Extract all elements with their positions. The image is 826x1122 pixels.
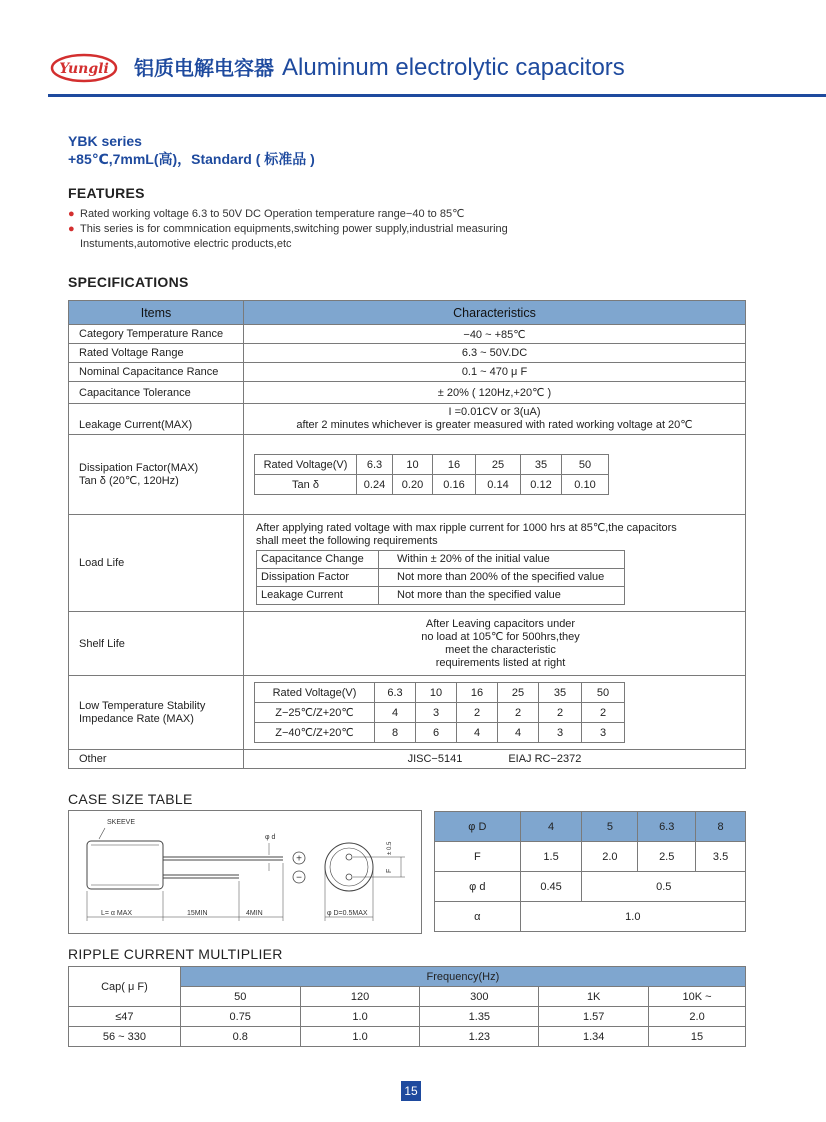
series-heading [68, 132, 315, 168]
table-row: Category Temperature Rance −40 ~ +85℃ [69, 325, 746, 344]
dissipation-table: Rated Voltage(V) 6.3 10 16 25 35 50 Tan δ 0.24 0.20 0.16 0.14 0.12 0.10 [254, 454, 609, 495]
series-name: YBK series [68, 133, 142, 149]
page-title-cn: 铝质电解电容器 [134, 56, 274, 80]
header-rule [48, 94, 826, 97]
min15-label: 15MIN [187, 910, 208, 917]
features-list [68, 207, 628, 252]
load-life-table: Capacitance Change Within ± 20% of the initial value Dissipation Factor Not more than 200% of the specified value Leakage Current Not more than the specified value [256, 550, 625, 605]
feature-item: ● Rated working voltage 6.3 to 50V DC Operation temperature range−40 to 85℃ [68, 208, 465, 220]
sleeve-label: SKEEVE [107, 819, 136, 826]
features-title: FEATURES [68, 185, 145, 201]
yungli-logo [50, 52, 118, 84]
table-row-low-temp: Low Temperature Stability Impedance Rate (MAX) Rated Voltage(V) 6.3 10 16 25 35 50 Z−25℃/Z+20℃ 4 3 2 2 2 2 Z−40℃/Z+20℃ 8 6 4 4 3 3 [69, 676, 746, 750]
feature-item: Instuments,automotive electric products,etc [80, 238, 292, 250]
table-row-other: Other JISC−5141 EIAJ RC−2372 [69, 750, 746, 769]
l-max-label: L= α MAX [101, 910, 133, 917]
table-row-shelf-life: Shelf Life After Leaving capacitors under no load at 105℃ for 500hrs,they meet the characteristic requirements listed at right [69, 612, 746, 676]
ripple-table: Cap( μ F) Frequency(Hz) 50 120 300 1K 10K ~ ≤47 0.75 1.0 1.35 1.57 2.0 56 ~ 330 0.8 1.0 1.23 1.34 15 [68, 966, 746, 1047]
bullet-icon: ● [68, 223, 75, 235]
capacitor-drawing [69, 811, 421, 933]
specifications-table [68, 300, 746, 769]
table-row: ≤47 0.75 1.0 1.35 1.57 2.0 [69, 1007, 746, 1027]
case-size-table: φ D 4 5 6.3 8 F 1.5 2.0 2.5 3.5 φ d 0.45 0.5 α 1.0 [434, 811, 746, 932]
spec-header-row [69, 301, 746, 325]
specifications-title: SPECIFICATIONS [68, 274, 189, 290]
svg-text:+: + [296, 853, 302, 865]
feature-item: ● This series is for commnication equipments,switching power supply,industrial measuring [68, 223, 508, 235]
page-header [48, 48, 826, 96]
min4-label: 4MIN [246, 910, 263, 917]
phi-d-label: φ d [265, 834, 276, 841]
table-row: Nominal Capacitance Rance 0.1 ~ 470 μ F [69, 363, 746, 382]
table-row: Leakage Current(MAX) I =0.01CV or 3(uA) after 2 minutes whichever is greater measured with rated working voltage at 20℃ [69, 404, 746, 435]
ripple-title: RIPPLE CURRENT MULTIPLIER [68, 946, 283, 962]
low-temp-table: Rated Voltage(V) 6.3 10 16 25 35 50 Z−25℃/Z+20℃ 4 3 2 2 2 2 Z−40℃/Z+20℃ 8 6 4 4 3 3 [254, 682, 625, 743]
case-size-diagram [68, 810, 422, 934]
col-characteristics: Characteristics [244, 301, 746, 325]
table-row-dissipation: Dissipation Factor(MAX) Tan δ (20℃, 120Hz) Rated Voltage(V) 6.3 10 16 25 35 50 Tan δ 0.24 0.20 0.16 0.14 0.12 0.10 [69, 435, 746, 515]
bullet-icon: ● [68, 208, 75, 220]
table-row-load-life: Load Life After applying rated voltage with max ripple current for 1000 hrs at 85℃,the capacitors shall meet the following requirements Capacitance Change Within ± 20% of the initial value Dissipation Factor Not more than 200% of the specified value Leakage Current Not more than the specified value [69, 515, 746, 612]
capacitor-top-view [325, 843, 373, 891]
table-row: 56 ~ 330 0.8 1.0 1.23 1.34 15 [69, 1027, 746, 1047]
f-tol-label: ± 0.5 [387, 841, 393, 855]
page-title [134, 52, 625, 82]
table-row: Rated Voltage Range 6.3 ~ 50V.DC [69, 344, 746, 363]
case-size-title: CASE SIZE TABLE [68, 791, 193, 807]
page-title-en: Aluminum electrolytic capacitors [282, 54, 625, 81]
col-items: Items [69, 301, 244, 325]
series-subtitle: +85℃,7mmL(高)，Standard ( 标准品 ) [68, 151, 315, 167]
svg-text:−: − [296, 872, 302, 884]
table-row: Capacitance Tolerance ± 20% ( 120Hz,+20℃ ) [69, 382, 746, 404]
d-max-label: φ D=0.5MAX [327, 910, 368, 917]
page-number: 15 [401, 1081, 421, 1101]
logo-text: Yungli [59, 61, 109, 77]
f-label: F [386, 868, 393, 873]
